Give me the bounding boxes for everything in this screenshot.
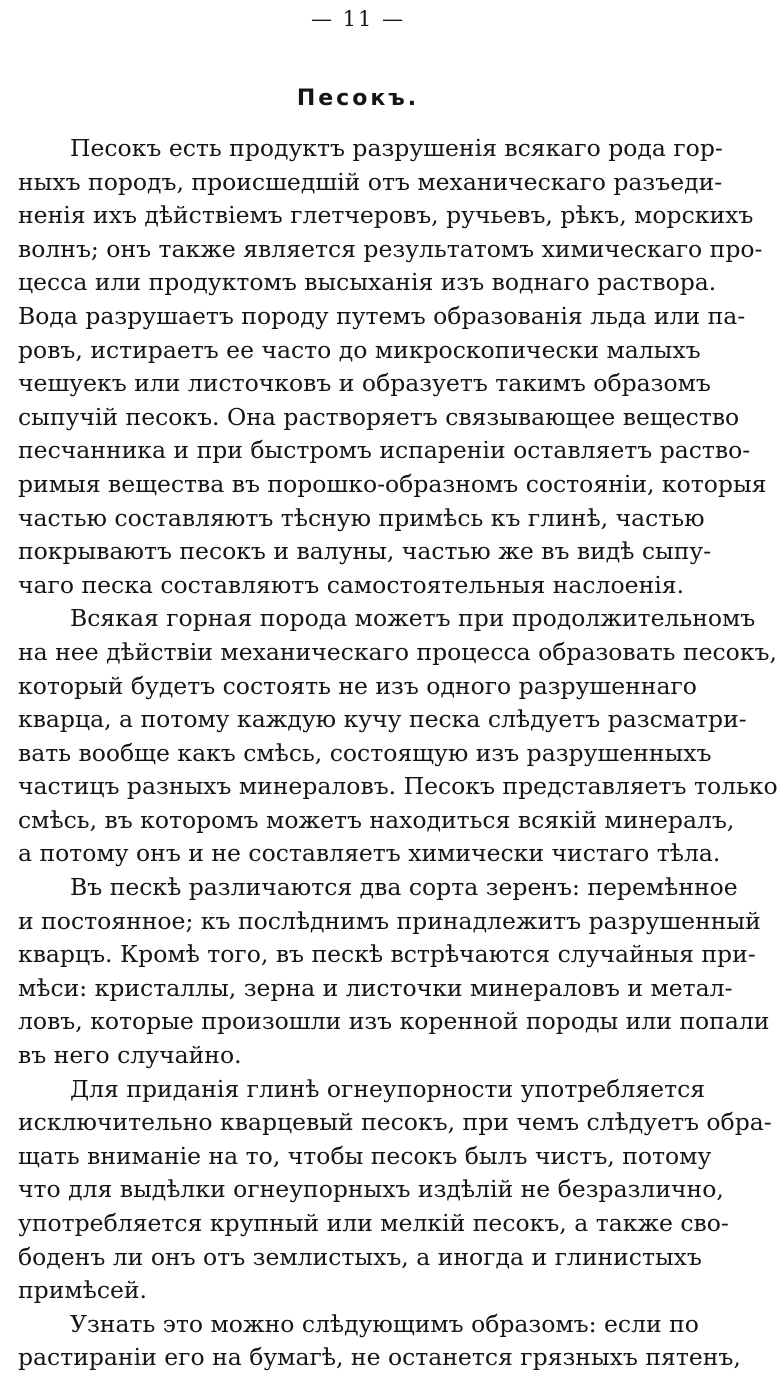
text-line: въ него случайно. [18,1041,242,1070]
text-line: кварцъ. Кромѣ того, въ пескѣ встрѣчаются случайныя при- [18,940,756,969]
text-line: исключительно кварцевый песокъ, при чемъ слѣдуетъ обра- [18,1108,772,1137]
text-line: частью составляютъ тѣсную примѣсь къ глинѣ, частью [18,503,705,532]
text-line: боденъ ли онъ отъ землистыхъ, а иногда и глинистыхъ [18,1242,702,1271]
text-line: примѣсей. [18,1276,148,1305]
text-line: ненія ихъ дѣйствіемъ глетчеровъ, ручьевъ, рѣкъ, морскихъ [18,201,754,230]
text-line: покрываютъ песокъ и валуны, частью же въ видѣ сыпу- [18,537,712,566]
text-line: ныхъ породъ, происшедшій отъ механическаго разъеди- [18,167,723,196]
text-line: растираніи его на бумагѣ, не останется грязныхъ пятенъ, [18,1343,741,1372]
text-line: кварца, а потому каждую кучу песка слѣдуетъ разсматри- [18,705,747,734]
text-line: частицъ разныхъ минераловъ. Песокъ представляетъ только [18,772,778,801]
text-line: на нее дѣйствіи механическаго процесса образовать песокъ, [18,637,777,666]
text-line: Въ пескѣ различаются два сорта зеренъ: перемѣнное [70,873,738,902]
text-line: ловъ, которые произошли изъ коренной породы или попали [18,1007,770,1036]
text-line: Для приданія глинѣ огнеупорности употребляется [70,1074,706,1103]
text-line: вать вообще какъ смѣсь, состоящую изъ разрушенныхъ [18,738,712,767]
text-line: что для выдѣлки огнеупорныхъ издѣлій не безразлично, [18,1175,724,1204]
text-line: ровъ, истираетъ ее часто до микроскопически малыхъ [18,335,701,364]
text-line: песчанника и при быстромъ испареніи оставляетъ раство- [18,436,751,465]
text-line: Песокъ есть продуктъ разрушенія всякаго рода гор- [70,134,723,162]
text-line: чаго песка составляютъ самостоятельныя наслоенія. [18,570,685,599]
text-line: чешуекъ или листочковъ и образуетъ такимъ образомъ [18,369,711,398]
page-number: — 11 — [310,7,406,31]
text-line: употребляется крупный или мелкій песокъ, а также сво- [18,1209,729,1237]
text-line: а потому онъ и не составляетъ химически чистаго тѣла. [18,839,721,868]
text-line: мѣси: кристаллы, зерна и листочки минераловъ и метал- [18,973,733,1002]
text-line: Всякая горная порода можетъ при продолжительномъ [70,604,756,633]
text-line: Вода разрушаетъ породу путемъ образованія льда или па- [18,301,746,330]
text-line: щать вниманіе на то, чтобы песокъ былъ чистъ, потому [18,1141,712,1170]
text-line: сыпучій песокъ. Она растворяетъ связывающее вещество [18,402,740,431]
section-title: Песокъ. [296,86,420,111]
body-text [18,132,778,1375]
text-line: римыя вещества въ порошко-образномъ состояніи, которыя [18,469,767,498]
text-line: который будетъ состоять не изъ одного разрушеннаго [18,671,697,700]
text-line: Узнать это можно слѣдующимъ образомъ: если по [70,1309,699,1338]
text-line: смѣсь, въ которомъ можетъ находиться всякій минералъ, [18,805,735,834]
text-line: цесса или продуктомъ высыханія изъ воднаго раствора. [18,268,717,297]
text-line: и постоянное; къ послѣднимъ принадлежитъ разрушенный [18,906,761,935]
text-line: волнъ; онъ также является результатомъ химическаго про- [18,234,763,263]
